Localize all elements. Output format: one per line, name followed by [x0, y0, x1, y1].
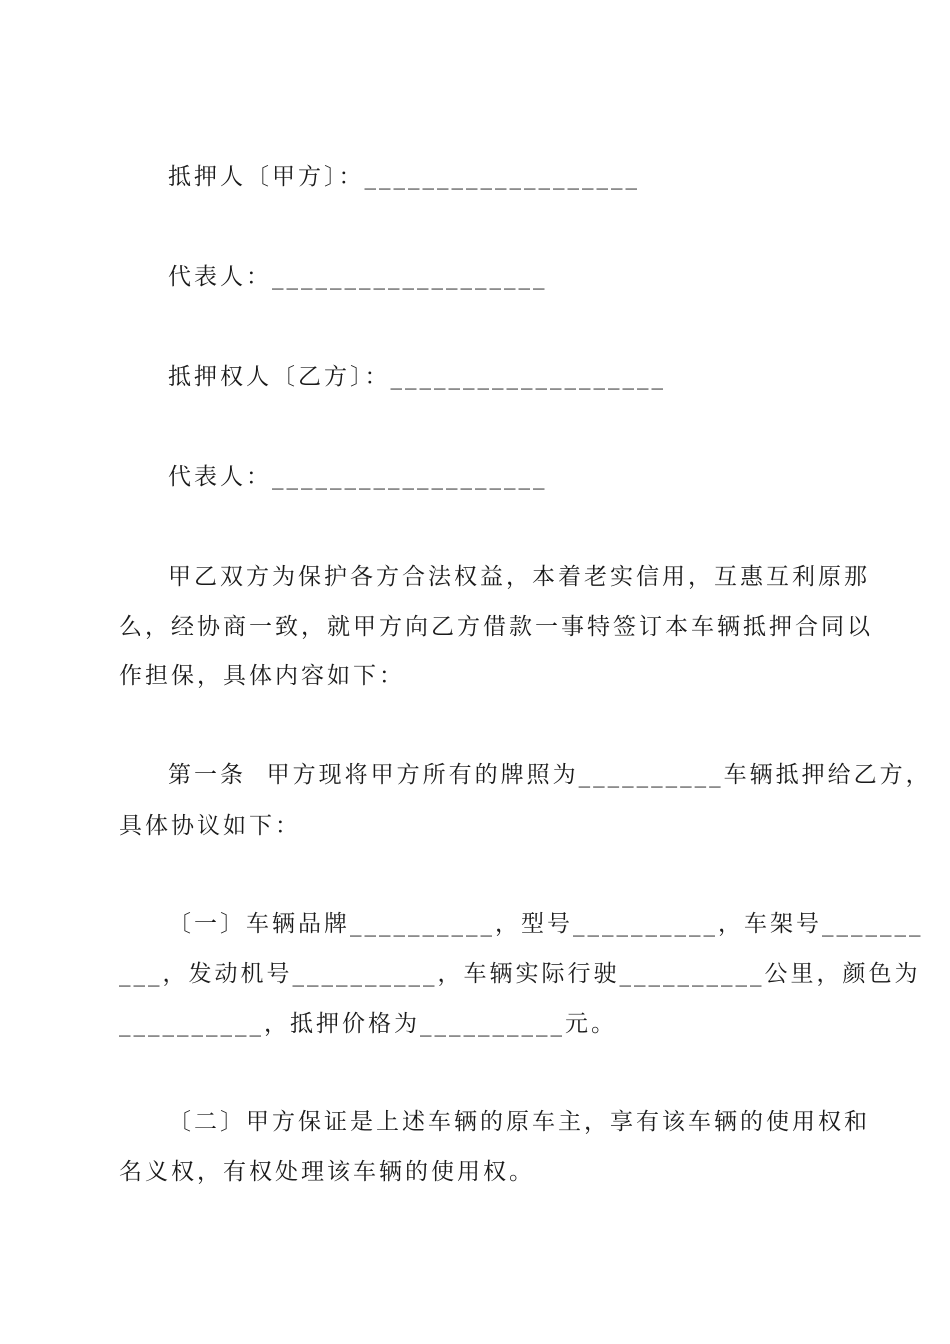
mortgagor-line: 抵押人〔甲方〕：___________________ — [168, 164, 640, 190]
intro-line: 甲乙双方为保护各方合法权益，本着老实信用，互惠互利原那 — [168, 564, 870, 590]
clause-1-line: ___，发动机号__________，车辆实际行驶__________公里，颜色为 — [119, 961, 921, 987]
clause-1-line: __________，抵押价格为__________元。 — [119, 1011, 617, 1037]
mortgagee-line: 抵押权人〔乙方〕：___________________ — [168, 364, 666, 390]
intro-line: 么，经协商一致，就甲方向乙方借款一事特签订本车辆抵押合同以 — [119, 614, 873, 640]
clause-2-line: 名义权，有权处理该车辆的使用权。 — [119, 1159, 535, 1185]
mortgagee-representative-line: 代表人：___________________ — [168, 464, 548, 490]
clause-2-line: 〔二〕甲方保证是上述车辆的原车主，享有该车辆的使用权和 — [168, 1109, 870, 1135]
article-1-line: 具体协议如下： — [119, 813, 301, 839]
intro-line: 作担保，具体内容如下： — [119, 663, 405, 689]
mortgagor-representative-line: 代表人：___________________ — [168, 264, 548, 290]
clause-1-line: 〔一〕车辆品牌__________，型号__________，车架号_______ — [168, 911, 924, 937]
article-1-line: 第一条 甲方现将甲方所有的牌照为__________车辆抵押给乙方， — [168, 762, 932, 788]
